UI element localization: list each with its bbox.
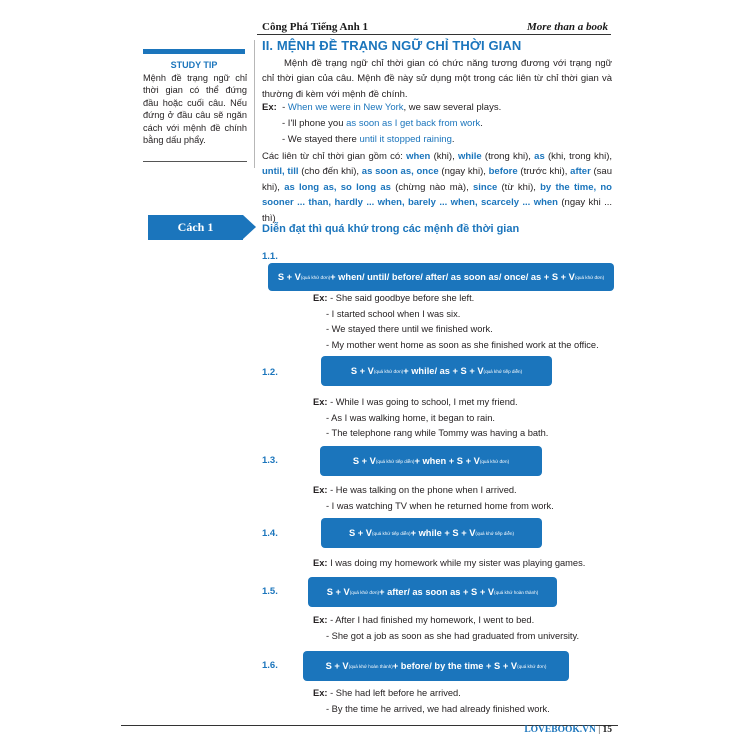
example-text: - I started school when I was six. [326,308,461,319]
example-text: . [451,134,455,145]
example-line [262,132,612,148]
conjunction-meaning: (cho đến khi), [298,166,362,178]
formula-text: + before/ by the time + S + V [392,661,518,671]
example-line [313,395,548,411]
example-line [313,426,548,442]
formula-box [320,446,542,476]
conjunction-meaning: (sau khi), [262,166,612,193]
formula-tense: (quá khứ hoàn thành) [348,663,393,669]
example-line [313,702,550,718]
conjunction-word: as [534,151,545,162]
conjunction-meaning: (khi), [430,151,458,162]
formula-box [308,577,557,607]
formula-examples [313,613,579,644]
example-text: - After I had finished my homework, I went to bed. [330,615,535,625]
example-text: - While I was going to school, I met my friend. [330,397,518,407]
conjunction-word: since [472,181,498,193]
formula-text: S + V [348,528,372,538]
example-highlight: When we were in New York [287,102,404,113]
formula-tense: (quá khứ hoàn thành) [494,589,539,595]
formula-tense: (quá khứ tiếp diễn) [483,368,523,374]
book-title: Công Phá Tiếng Anh 1 [262,21,368,33]
formula-tense: (quá khứ đơn) [517,663,547,669]
example-line [313,499,554,515]
conjunction-meaning: (ngay khi), [438,166,489,178]
example-line [313,483,554,499]
conjunction-word: before [488,166,518,178]
example-line [313,556,585,572]
formula-text: S + V [325,661,349,671]
conjunction-word: when [406,151,431,162]
conjunction-word: after [570,166,591,178]
example-line [313,307,599,323]
formula-text: + when + S + V [414,456,480,466]
conjunction-meaning: (khi, trong khi), [544,151,612,162]
conjunction-meaning: (trong khi), [481,151,535,162]
example-line [313,338,599,354]
footer-separator: | [598,725,601,735]
formula-text: + when/ until/ before/ after/ as soon as/ once/ as + S + V [330,272,575,282]
example-text: , we saw several plays. [403,102,502,113]
formula-text: S + V [277,272,301,282]
formula-tense: (quá khứ đơn) [373,368,404,374]
method-label: Cách 1 [148,215,243,240]
example-line [313,411,548,427]
example-text: . [480,118,483,129]
example-line [313,629,579,645]
formula-text: + after/ as soon as + S + V [379,587,495,597]
example-text: - My mother went home as soon as she finished work at the office. [326,339,599,350]
formula-number: 1.5. [262,586,278,597]
example-highlight: as soon as I get back from work [346,118,481,129]
formula-text: + while/ as + S + V [403,366,484,376]
formula-tense: (quá khứ đơn) [349,589,380,595]
section-intro: Mệnh đề trạng ngữ chỉ thời gian có chức năng tương đương với trạng ngữ chỉ thời gian của câu. Mệnh đề này sử dụng một trong các liên từ chỉ thời gian và thường đi kèm với mệnh đề chính. [262,58,612,100]
formula-box [303,651,569,681]
formula-text: + while + S + V [410,528,476,538]
conjunction-word: as soon as, once [361,166,439,178]
example-text: - She had left before he arrived. [330,688,461,698]
conjunction-word: while [457,151,482,162]
formula-text: S + V [352,456,376,466]
formula-tense: (quá khứ tiếp diễn) [371,530,411,536]
formula-number: 1.2. [262,367,278,378]
example-text: - We stayed there until we finished work. [326,324,493,334]
conjunction-meaning: (chừng nào mà), [390,181,473,193]
formula-examples [313,291,599,353]
conjunction-word: by the time, no sooner ... than, hardly ... when, barely ... when, scarcely ... when [262,181,612,209]
formula-text: S + V [350,366,374,376]
example-line [313,613,579,629]
ex-label: Ex: [313,485,328,495]
example-text: - We stayed there [282,134,360,145]
example-line [313,686,550,702]
study-tip-body: Mệnh đề trạng ngữ chỉ thời gian có thể đứng đầu hoặc cuối câu. Nếu đứng ở đầu câu sẽ ngăn cách với mệnh đề chính bằng dấu phẩy. [143,73,247,146]
formula-tense: (quá khứ đơn) [574,274,605,280]
method-title: Diễn đạt thì quá khứ trong các mệnh đề thời gian [262,223,520,235]
example-text: I was doing my homework while my sister was playing games. [330,558,586,568]
study-tip-bar [143,49,245,54]
formula-text: S + V [326,587,350,597]
ex-label: Ex: [313,293,328,303]
footer [524,725,612,735]
example-text: - She said goodbye before she left. [330,293,475,303]
formula-tense: (quá khứ tiếp diễn) [375,458,415,464]
formula-number: 1.6. [262,660,278,671]
formula-box [268,263,614,291]
example-text: - I was watching TV when he returned home from work. [326,500,554,511]
page-number: 15 [602,725,612,735]
section-examples [262,100,612,148]
formula-box [321,356,552,386]
example-text: - The telephone rang while Tommy was having a bath. [326,428,549,438]
example-text: - She got a job as soon as she had graduated from university. [326,630,580,641]
method-arrow [243,215,256,239]
formula-box [321,518,542,548]
formula-examples [313,556,585,572]
conjunction-word: until, till [262,166,299,178]
formula-number: 1.4. [262,528,278,539]
conjunction-intro: Các liên từ chỉ thời gian gồm có: [262,151,407,162]
book-slogan: More than a book [527,21,608,33]
footer-site: LOVEBOOK.VN [524,725,596,735]
conjunction-meaning: (từ khi), [497,181,541,193]
header-divider [257,34,611,35]
conjunction-list [262,149,612,226]
ex-label: Ex: [262,102,277,113]
section-title: II. MỆNH ĐỀ TRẠNG NGỮ CHỈ THỜI GIAN [262,38,522,53]
example-text: - I'll phone you [282,118,347,129]
example-text: - By the time he arrived, we had already finished work. [326,703,550,714]
example-text: - As I was walking home, it began to rain. [326,412,495,423]
conjunction-word: as long as, so long as [284,181,391,193]
study-tip-title: STUDY TIP [170,60,218,70]
formula-tense: (quá khứ đơn) [300,274,331,280]
formula-examples [313,483,554,514]
ex-label: Ex: [313,615,328,625]
formula-tense: (quá khứ tiếp diễn) [475,530,514,536]
example-text: - [282,102,288,113]
example-text: - He was talking on the phone when I arrived. [330,485,517,495]
example-line [313,322,599,338]
sidebar-divider [254,40,255,168]
formula-number: 1.3. [262,455,278,466]
ex-label: Ex: [313,688,328,698]
example-line [262,116,612,132]
ex-label: Ex: [313,558,328,568]
formula-examples [313,686,550,717]
conjunction-meaning: (trước khi), [517,166,571,178]
formula-number: 1.1. [262,251,278,262]
example-line [262,100,612,116]
formula-examples [313,395,548,442]
formula-tense: (quá khứ đơn) [479,458,510,464]
ex-label: Ex: [313,397,328,407]
conjunction-meaning: (ngay khi ... thì) [262,197,612,224]
study-tip-divider [143,161,247,162]
example-line [313,291,599,307]
example-highlight: until it stopped raining [359,134,452,145]
